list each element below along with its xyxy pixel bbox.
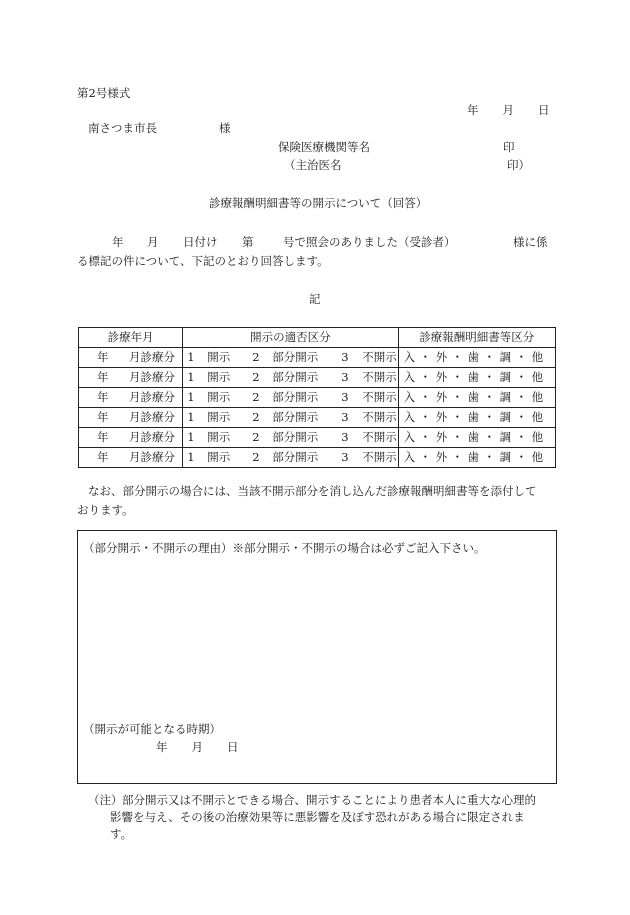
intro-dated: 日付け [183, 235, 218, 249]
category-dental: 歯 [467, 430, 480, 444]
disclosure-options-cell [183, 428, 398, 448]
option-2-label: 部分開示 [272, 430, 319, 444]
intro-honorific: 様に係 [513, 235, 548, 249]
addressee-honorific: 様 [219, 121, 231, 135]
period-cell [79, 428, 183, 448]
disclosure-options-cell [183, 448, 398, 468]
note-line2: おります。 [77, 503, 134, 517]
category-separator: ・ [451, 410, 464, 424]
table-row [79, 388, 556, 408]
option-3-label: 不開示 [362, 450, 397, 464]
category-cell [398, 408, 555, 428]
category-cell [398, 428, 555, 448]
option-3-label: 不開示 [362, 430, 397, 444]
category-separator: ・ [483, 390, 496, 404]
footnote-line3: す。 [110, 827, 133, 841]
category-separator: ・ [451, 450, 464, 464]
category-separator: ・ [515, 370, 528, 384]
intro-num-prefix: 第 [242, 235, 254, 249]
category-dispensing: 調 [499, 450, 512, 464]
category-outpatient: 外 [435, 350, 448, 364]
category-inpatient: 入 [403, 410, 416, 424]
period-cell [79, 448, 183, 468]
period-month: 月診療分 [129, 430, 175, 444]
category-separator: ・ [483, 410, 496, 424]
period-year: 年 [97, 370, 109, 384]
table-row [79, 448, 556, 468]
period-year: 年 [97, 450, 109, 464]
category-dental: 歯 [467, 390, 480, 404]
category-dental: 歯 [467, 410, 480, 424]
option-2-label: 部分開示 [272, 370, 319, 384]
category-cell [398, 388, 555, 408]
option-2-label: 部分開示 [272, 350, 319, 364]
disclosure-table [78, 327, 556, 468]
category-separator: ・ [419, 350, 432, 364]
option-3-number: 3 [341, 450, 349, 464]
category-dispensing: 調 [499, 410, 512, 424]
period-month: 月診療分 [129, 370, 175, 384]
option-1-number: 1 [187, 450, 195, 464]
period-cell [79, 348, 183, 368]
category-outpatient: 外 [435, 450, 448, 464]
category-other: 他 [531, 370, 544, 384]
category-inpatient: 入 [403, 350, 416, 364]
option-3-label: 不開示 [362, 350, 397, 364]
option-2-number: 2 [252, 410, 260, 424]
table-header-row [79, 328, 556, 348]
header-disclosure: 開示の適否区分 [183, 328, 398, 348]
form-number: 第2号様式 [77, 86, 131, 100]
category-dental: 歯 [467, 370, 480, 384]
period-year: 年 [97, 410, 109, 424]
option-3-number: 3 [341, 430, 349, 444]
category-outpatient: 外 [435, 410, 448, 424]
disclosure-options-cell [183, 388, 398, 408]
category-separator: ・ [419, 390, 432, 404]
table-row [79, 348, 556, 368]
document-title: 診療報酬明細書等の開示について（回答） [209, 196, 428, 210]
option-1-label: 開示 [207, 430, 231, 444]
category-dental: 歯 [467, 450, 480, 464]
period-month: 月診療分 [129, 350, 175, 364]
seal-mark-2: 印） [507, 158, 530, 172]
option-2-number: 2 [252, 350, 260, 364]
footnote-label: （注） [88, 793, 123, 807]
category-separator: ・ [515, 430, 528, 444]
option-3-number: 3 [341, 390, 349, 404]
table-row [79, 408, 556, 428]
option-1-label: 開示 [207, 410, 231, 424]
category-dispensing: 調 [499, 350, 512, 364]
footnote-line1: 部分開示又は不開示とできる場合、開示することにより患者本人に重大な心理的 [122, 793, 536, 807]
period-year: 年 [156, 740, 168, 754]
date-line [467, 105, 550, 117]
option-1-label: 開示 [207, 390, 231, 404]
category-dispensing: 調 [499, 430, 512, 444]
option-1-number: 1 [187, 370, 195, 384]
option-2-label: 部分開示 [272, 390, 319, 404]
category-separator: ・ [483, 430, 496, 444]
category-separator: ・ [451, 370, 464, 384]
period-label: （開示が可能となる時期） [83, 722, 221, 736]
option-1-number: 1 [187, 390, 195, 404]
period-cell [79, 408, 183, 428]
category-inpatient: 入 [403, 430, 416, 444]
option-2-number: 2 [252, 430, 260, 444]
period-month: 月診療分 [129, 410, 175, 424]
reason-box [77, 530, 557, 784]
doctor-label: （主治医名 [284, 158, 342, 172]
category-inpatient: 入 [403, 370, 416, 384]
category-separator: ・ [419, 410, 432, 424]
reason-label: （部分開示・不開示の理由）※部分開示・不開示の場合は必ずご記入下さい。 [83, 541, 486, 555]
table-row [79, 368, 556, 388]
option-3-number: 3 [341, 370, 349, 384]
category-other: 他 [531, 390, 544, 404]
footnote-line2: 影響を与え、その後の治療効果等に悪影響を及ぼす恐れがある場合に限定されま [110, 810, 525, 824]
period-year: 年 [97, 430, 109, 444]
option-2-number: 2 [252, 370, 260, 384]
option-1-number: 1 [187, 350, 195, 364]
option-2-label: 部分開示 [272, 410, 319, 424]
category-separator: ・ [451, 350, 464, 364]
category-inpatient: 入 [403, 390, 416, 404]
option-3-number: 3 [341, 350, 349, 364]
period-day: 日 [227, 740, 239, 754]
intro-num-suffix: 号で照会のありました（受診者） [283, 235, 456, 249]
date-year: 年 [467, 103, 479, 117]
option-3-label: 不開示 [362, 390, 397, 404]
category-cell [398, 368, 555, 388]
date-month: 月 [502, 103, 514, 117]
period-cell [79, 388, 183, 408]
category-separator: ・ [419, 370, 432, 384]
category-outpatient: 外 [435, 370, 448, 384]
category-separator: ・ [419, 450, 432, 464]
category-other: 他 [531, 430, 544, 444]
category-separator: ・ [515, 350, 528, 364]
option-1-number: 1 [187, 410, 195, 424]
seal-mark-1: 印 [503, 140, 515, 154]
category-other: 他 [531, 450, 544, 464]
period-month: 月診療分 [129, 390, 175, 404]
category-outpatient: 外 [435, 430, 448, 444]
category-inpatient: 入 [403, 450, 416, 464]
category-separator: ・ [483, 370, 496, 384]
category-separator: ・ [515, 390, 528, 404]
date-day: 日 [538, 103, 550, 117]
period-cell [79, 368, 183, 388]
intro-month: 月 [147, 235, 159, 249]
period-date [156, 742, 239, 754]
category-separator: ・ [515, 410, 528, 424]
header-category: 診療報酬明細書等区分 [398, 328, 555, 348]
intro-line2: る標記の件について、下記のとおり回答します。 [77, 254, 329, 268]
period-year: 年 [97, 390, 109, 404]
institution-label: 保険医療機関等名 [278, 140, 370, 154]
category-dispensing: 調 [499, 390, 512, 404]
header-period: 診療年月 [79, 328, 183, 348]
option-1-label: 開示 [207, 350, 231, 364]
category-separator: ・ [451, 390, 464, 404]
disclosure-options-cell [183, 348, 398, 368]
category-separator: ・ [451, 430, 464, 444]
category-separator: ・ [483, 450, 496, 464]
option-3-label: 不開示 [362, 370, 397, 384]
period-year: 年 [97, 350, 109, 364]
disclosure-options-cell [183, 408, 398, 428]
category-separator: ・ [419, 430, 432, 444]
disclosure-options-cell [183, 368, 398, 388]
period-month: 月診療分 [129, 450, 175, 464]
option-2-number: 2 [252, 390, 260, 404]
intro-year: 年 [112, 235, 124, 249]
option-1-label: 開示 [207, 450, 231, 464]
category-other: 他 [531, 410, 544, 424]
option-1-label: 開示 [207, 370, 231, 384]
option-2-number: 2 [252, 450, 260, 464]
category-dental: 歯 [467, 350, 480, 364]
addressee-name: 南さつま市長 [88, 121, 157, 135]
ki-heading: 記 [309, 292, 321, 306]
option-1-number: 1 [187, 430, 195, 444]
option-3-label: 不開示 [362, 410, 397, 424]
note-line1: なお、部分開示の場合には、当該不開示部分を消し込んだ診療報酬明細書等を添付して [88, 484, 537, 498]
category-outpatient: 外 [435, 390, 448, 404]
category-separator: ・ [483, 350, 496, 364]
category-other: 他 [531, 350, 544, 364]
period-month: 月 [191, 740, 203, 754]
category-cell [398, 448, 555, 468]
category-cell [398, 348, 555, 368]
category-dispensing: 調 [499, 370, 512, 384]
option-3-number: 3 [341, 410, 349, 424]
option-2-label: 部分開示 [272, 450, 319, 464]
category-separator: ・ [515, 450, 528, 464]
table-row [79, 428, 556, 448]
